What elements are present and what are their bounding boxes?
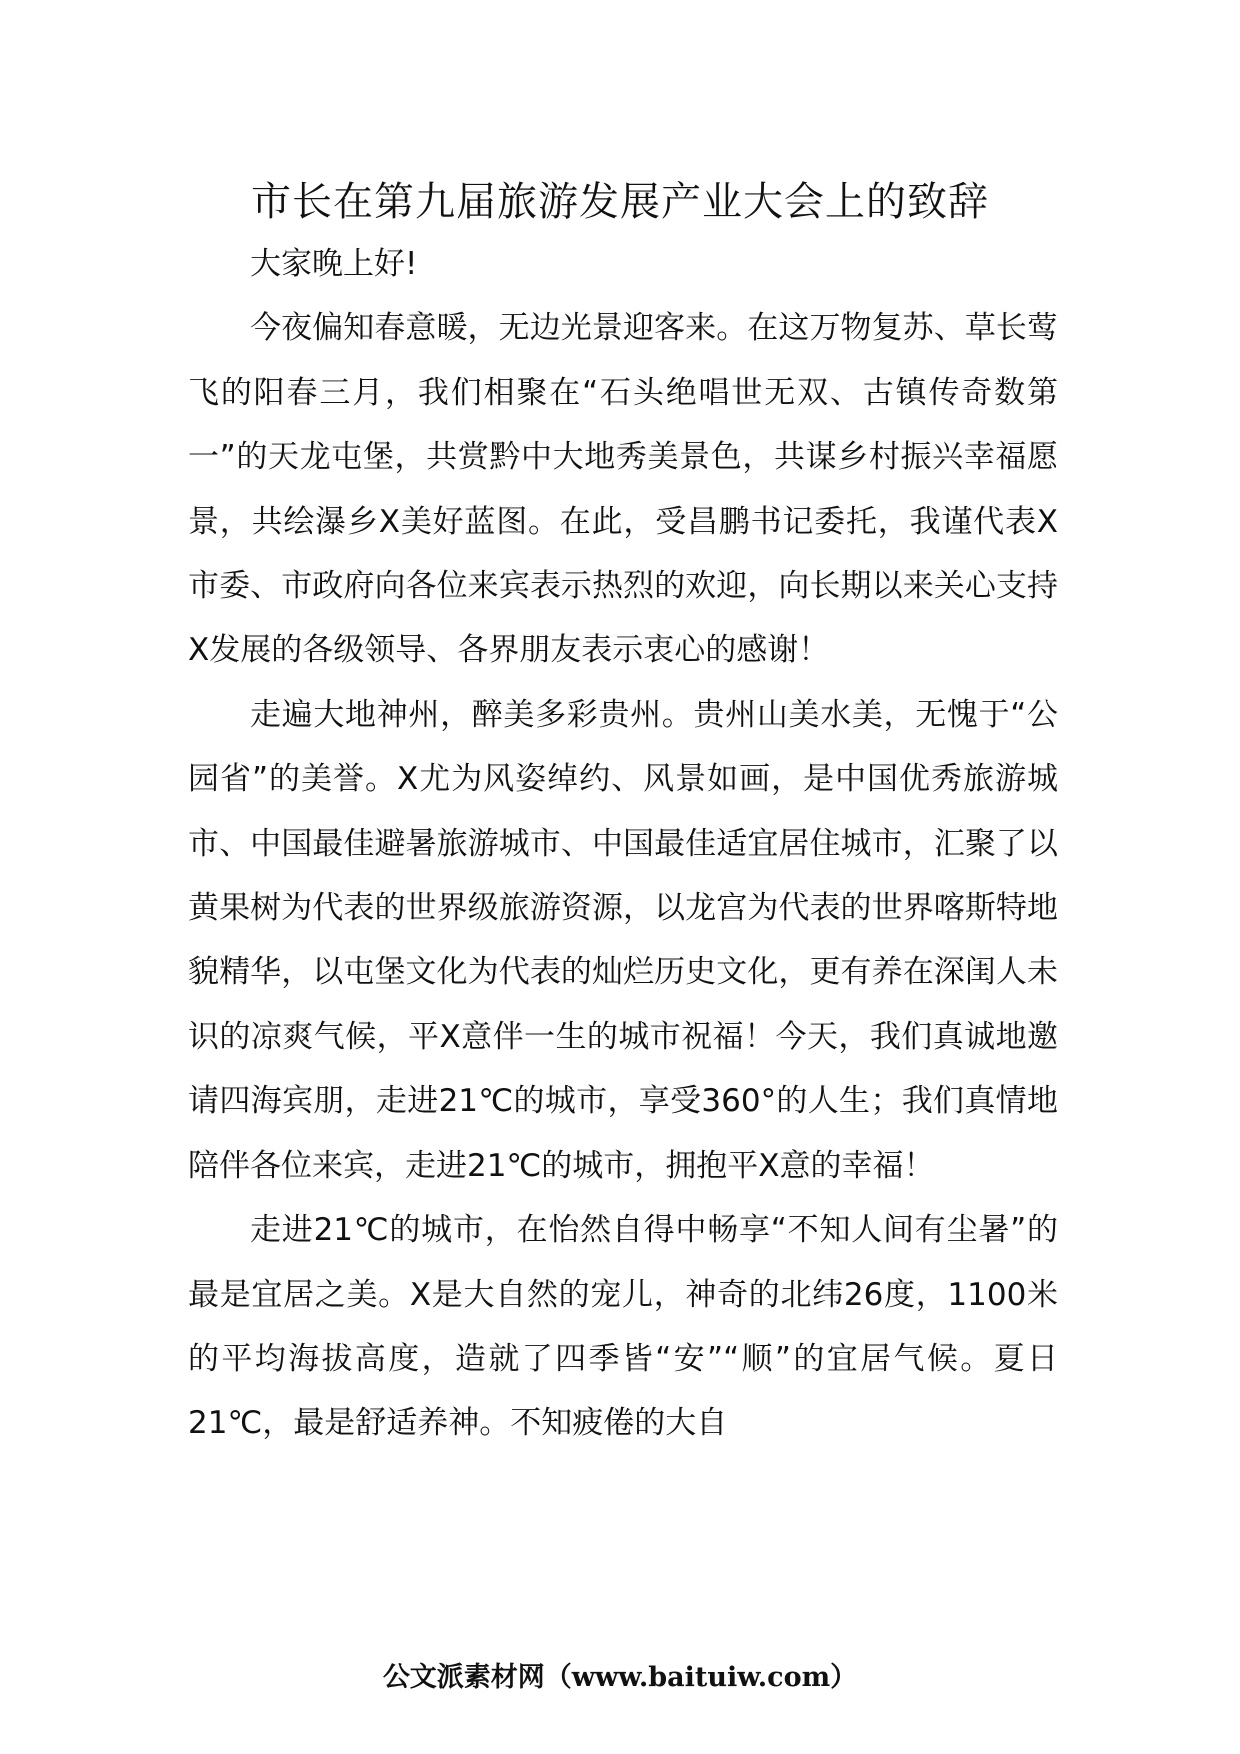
footer-watermark: 公文派素材网（www.baituiw.com） bbox=[382, 1662, 858, 1693]
paragraph-guizhou: 走遍大地神州，醉美多彩贵州。贵州山美水美，无愧于“公园省”的美誉。X尤为风姿绰约、风景如画，是中国优秀旅游城市、中国最佳避暑旅游城市、中国最佳适宜居住城市，汇聚了以黄果树为代表的世界级旅游资源，以龙宫为代表的世界喀斯特地貌精华，以屯堡文化为代表的灿烂历史文化，更有养在深闺人未识的凉爽气候，平X意伴一生的城市祝福！今天，我们真诚地邀请四海宾朋，走进21℃的城市，享受360°的人生；我们真情地陪伴各位来宾，走进21℃的城市，拥抱平X意的幸福！ bbox=[188, 696, 1058, 1184]
paragraph-welcome: 今夜偏知春意暖，无边光景迎客来。在这万物复苏、草长莺飞的阳春三月，我们相聚在“石头绝唱世无双、古镇传奇数第一”的天龙屯堡，共赏黔中大地秀美景色，共谋乡村振兴幸福愿景，共绘瀑乡X美好蓝图。在此，受昌鹏书记委托，我谨代表X市委、市政府向各位来宾表示热烈的欢迎，向长期以来关心支持X发展的各级领导、各界朋友表示衷心的感谢！ bbox=[188, 310, 1058, 669]
document-title: 市长在第九届旅游发展产业大会上的致辞 bbox=[251, 179, 989, 225]
paragraph-climate: 走进21℃的城市，在怡然自得中畅享“不知人间有尘暑”的最是宜居之美。X是大自然的宠儿，神奇的北纬26度，1100米的平均海拔高度，造就了四季皆“安”“顺”的宜居气候。夏日21℃，最是舒适养神。不知疲倦的大自 bbox=[188, 1212, 1058, 1442]
paragraph-greeting: 大家晚上好! bbox=[250, 246, 418, 282]
document-body bbox=[188, 232, 1058, 1456]
